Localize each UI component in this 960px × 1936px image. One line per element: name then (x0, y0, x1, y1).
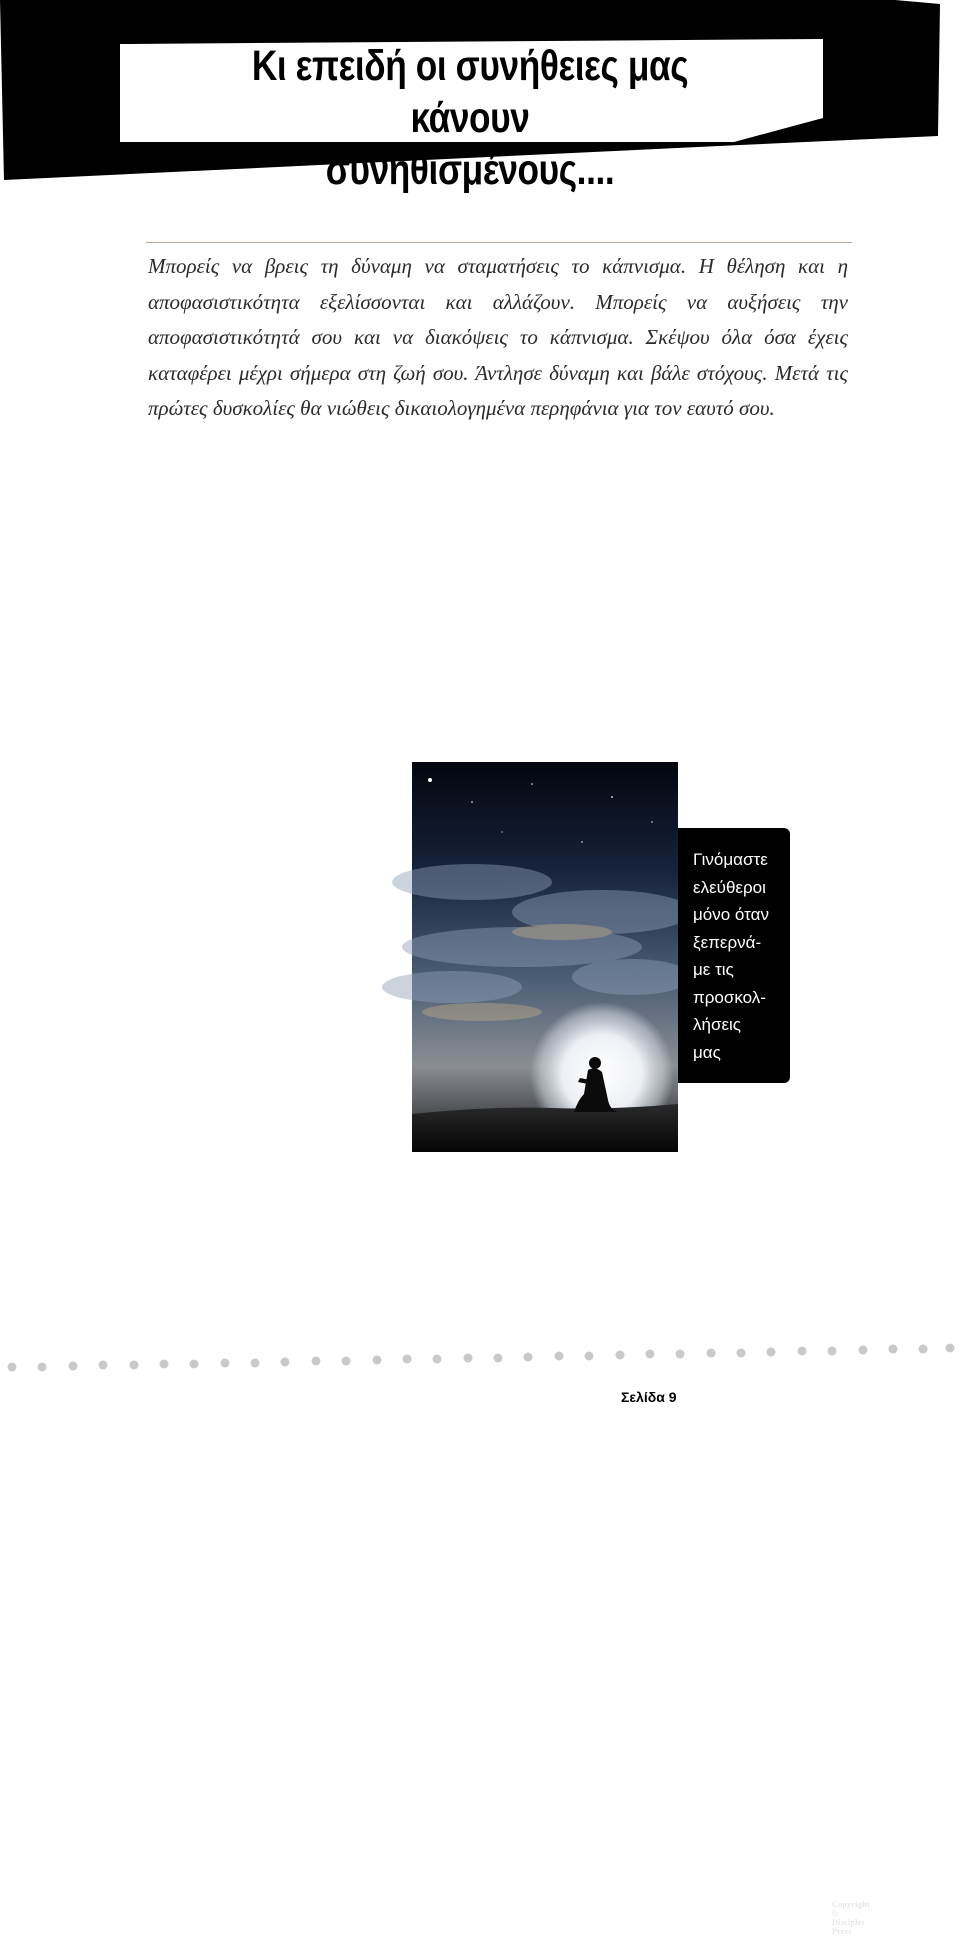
caption-box (678, 828, 790, 1083)
dotted-border (0, 1340, 960, 1380)
divider-rule (146, 242, 852, 243)
body-paragraph: Μπορείς να βρεις τη δύναμη να σταματήσεις το κάπνισμα. Η θέληση και η αποφασιστικότητα εξελίσσονται και αλλάζουν. Μπορείς να αυξήσεις την αποφασιστικότητά σου και να διακόψεις το κάπνισμα. Σκέψου όλα όσα έχεις καταφέρει μέχρι σήμερα στη ζωή σου. Άντλησε δύναμη και βάλε στόχους. Μετά τις πρώτες δυσκολίες θα νιώθεις δικαιολογημένα περηφάνια για τον εαυτό σου. (148, 254, 848, 420)
caption-text: Γινόμαστε ελεύθεροι μόνο όταν ξεπερνά- με τις προσκολ- λήσεις μας (693, 850, 769, 1062)
copyright-text: Copyright © Disciples Press (832, 1900, 870, 1936)
title-line-1: Κι επειδή οι συνήθειες μας κάνουν (251, 42, 689, 142)
page-number: Σελίδα 9 (621, 1389, 677, 1405)
page-title (208, 40, 733, 196)
title-line-2: συνηθισμένους.... (325, 146, 615, 194)
